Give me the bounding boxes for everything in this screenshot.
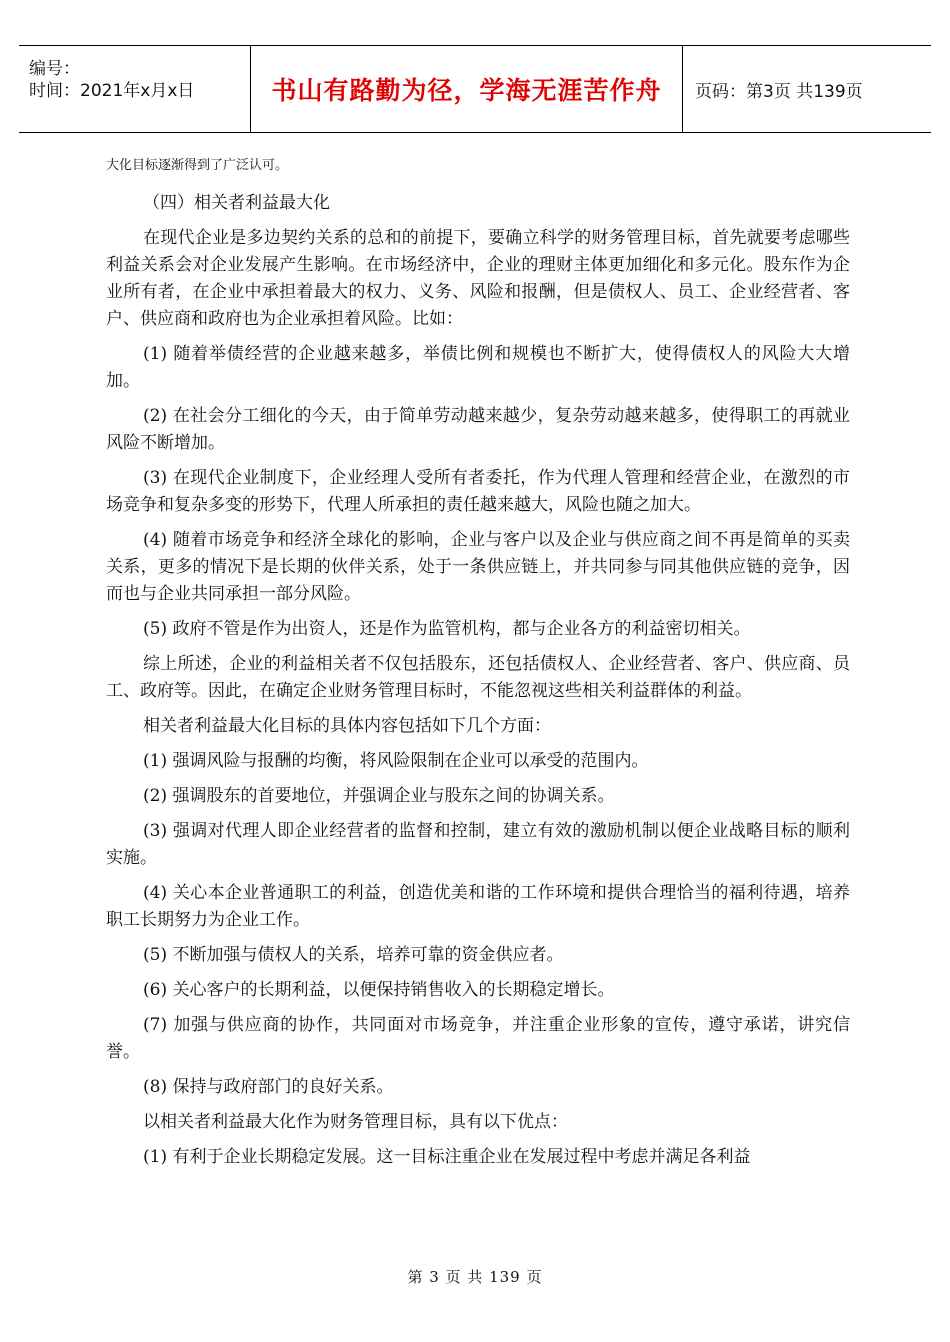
list-item: (1) 随着举债经营的企业越来越多，举债比例和规模也不断扩大，使得债权人的风险大大增加。 [106,344,850,391]
continuation-line: 大化目标逐渐得到了广泛认可。 [106,158,289,173]
list-item: (1) 有利于企业长期稳定发展。这一目标注重企业在发展过程中考虑并满足各利益 [143,1147,751,1167]
list-item: (8) 保持与政府部门的良好关系。 [143,1077,394,1097]
header-meta-cell [19,46,251,132]
list-item: (2) 在社会分工细化的今天，由于简单劳动越来越少，复杂劳动越来越多，使得职工的再就业风险不断增加。 [106,406,850,453]
body-paragraph: 综上所述，企业的利益相关者不仅包括股东，还包括债权人、企业经营者、客户、供应商、员工、政府等。因此，在确定企业财务管理目标时，不能忽视这些相关利益群体的利益。 [106,654,850,701]
body-paragraph: 以相关者利益最大化作为财务管理目标，具有以下优点： [143,1112,568,1132]
document-number-label: 编号： [29,59,80,79]
page-footer: 第 3 页 共 139 页 [407,1268,543,1286]
list-item: (4) 随着市场竞争和经济全球化的影响，企业与客户以及企业与供应商之间不再是简单的买卖关系，更多的情况下是长期的伙伴关系，处于一条供应链上，并共同参与同其他供应链的竞争，因而也与企业共同承担一部分风险。 [106,530,850,604]
list-item: (3) 在现代企业制度下，企业经理人受所有者委托，作为代理人管理和经营企业，在激烈的市场竞争和复杂多变的形势下，代理人所承担的责任越来越大，风险也随之加大。 [106,468,850,515]
list-item: (5) 政府不管是作为出资人，还是作为监管机构，都与企业各方的利益密切相关。 [143,619,751,639]
list-item: (2) 强调股东的首要地位，并强调企业与股东之间的协调关系。 [143,786,615,806]
page-header [19,45,931,133]
header-motto: 书山有路勤为径，学海无涯苦作舟 [251,46,683,132]
list-item: (4) 关心本企业普通职工的利益，创造优美和谐的工作环境和提供合理恰当的福利待遇，培养职工长期努力为企业工作。 [106,883,850,930]
document-date-label: 时间：2021年x月x日 [29,81,195,101]
header-page-code: 页码：第3页 共139页 [695,81,863,102]
body-paragraph: 相关者利益最大化目标的具体内容包括如下几个方面： [143,716,551,736]
body-paragraph: 在现代企业是多边契约关系的总和的前提下，要确立科学的财务管理目标，首先就要考虑哪些利益关系会对企业发展产生影响。在市场经济中，企业的理财主体更加细化和多元化。股东作为企业所有者，在企业中承担着最大的权力、义务、风险和报酬，但是债权人、员工、企业经营者、客户、供应商和政府也为企业承担着风险。比如： [106,228,850,329]
list-item: (6) 关心客户的长期利益，以便保持销售收入的长期稳定增长。 [143,980,615,1000]
section-heading: （四）相关者利益最大化 [143,193,330,213]
list-item: (7) 加强与供应商的协作，共同面对市场竞争，并注重企业形象的宣传，遵守承诺，讲究信誉。 [106,1015,850,1062]
list-item: (5) 不断加强与债权人的关系，培养可靠的资金供应者。 [143,945,564,965]
list-item: (3) 强调对代理人即企业经营者的监督和控制，建立有效的激励机制以便企业战略目标的顺利实施。 [106,821,850,868]
document-body [106,156,850,1179]
list-item: (1) 强调风险与报酬的均衡，将风险限制在企业可以承受的范围内。 [143,751,649,771]
